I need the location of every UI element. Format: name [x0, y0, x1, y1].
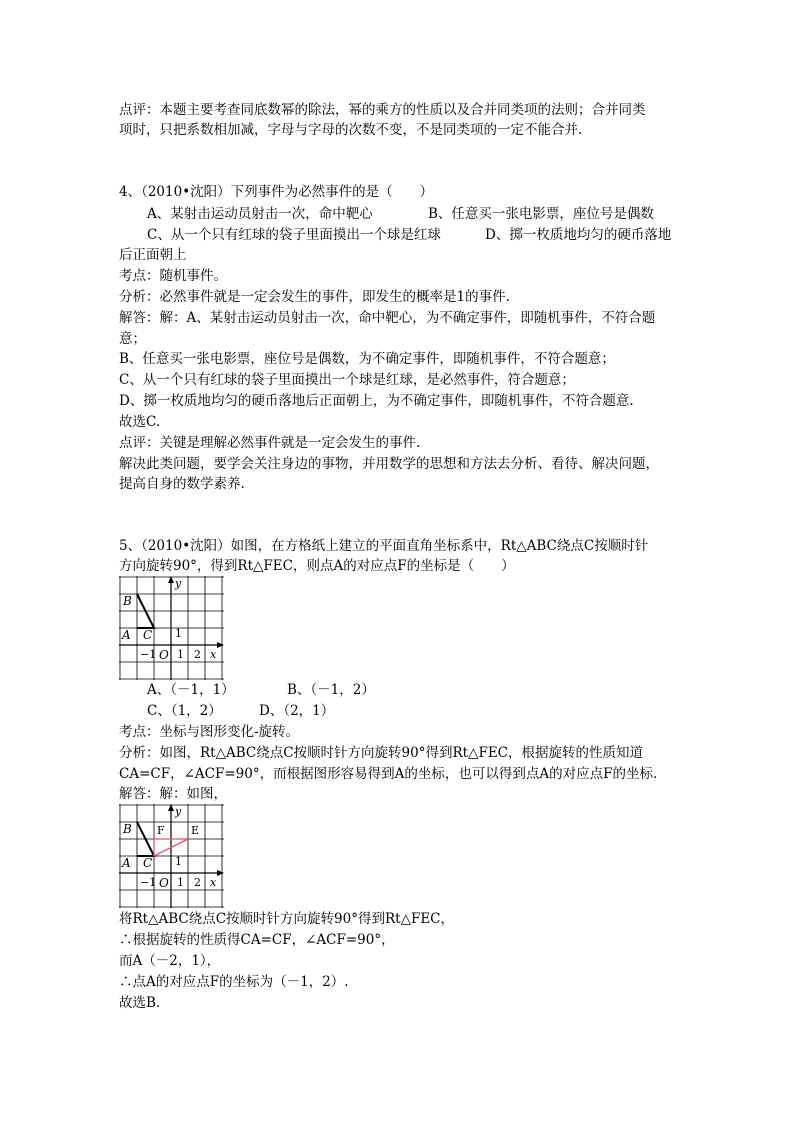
q5-option-b: B、（－1，2）	[287, 682, 375, 698]
x-axis-label: x	[210, 648, 217, 661]
q4-answer-line3: C、从一个只有红球的袋子里面摸出一个球是红球，是必然事件，符合题意；	[119, 372, 575, 388]
q4-analysis: 分析：必然事件就是一定会发生的事件，即发生的概率是1的事件.	[119, 289, 510, 305]
x-axis-arrow	[217, 642, 224, 648]
q4-answer-line1b: 意；	[119, 331, 146, 347]
point-e-label: E	[191, 824, 200, 837]
point-b-label: B	[123, 594, 132, 608]
x-axis-label-2: x	[210, 876, 217, 889]
q4-choice: 故选C.	[119, 414, 161, 430]
q5-step4: ∴点A的对应点F的坐标为（－1，2）.	[119, 974, 349, 990]
x-tick-2-2: 2	[194, 876, 201, 889]
x-axis-arrow-2	[217, 870, 224, 876]
q5-step1: 将Rt△ABC绕点C按顺时针方向旋转90°得到Rt△FEC，	[119, 911, 455, 927]
q5-grid-figure	[119, 576, 225, 682]
q4-extra-line1: 解决此类问题，要学会关注身边的事物，并用数学的思想和方法去分析、看待、解决问题，	[119, 456, 659, 472]
q4-point: 考点：随机事件。	[119, 268, 227, 284]
q4-option-a: A、某射击运动员射击一次，命中靶心	[147, 206, 373, 222]
q5-stem-line2: 方向旋转90°，得到Rt△FEC，则点A的对应点F的坐标是（ ）	[119, 558, 515, 574]
q4-answer-line1: 解答：解：A、某射击运动员射击一次，命中靶心，为不确定事件，即随机事件，不符合题	[119, 310, 656, 326]
x-tick-2: 2	[194, 648, 201, 661]
q4-option-b: B、任意买一张电影票，座位号是偶数	[428, 206, 654, 222]
point-c-label-2: C	[143, 856, 153, 870]
q4-answer-line2: B、任意买一张电影票，座位号是偶数，为不确定事件，即随机事件，不符合题意；	[119, 351, 615, 367]
q4-option-d-cont: 后正面朝上	[119, 247, 187, 263]
q4-option-c: C、从一个只有红球的袋子里面摸出一个球是红球	[147, 227, 441, 243]
q5-step2: ∴根据旋转的性质得CA=CF，∠ACF=90°，	[119, 932, 395, 948]
x-tick-1-2: 1	[177, 876, 184, 889]
q5-choice: 故选B.	[119, 995, 161, 1011]
q5-option-c: C、（1，2）	[147, 703, 222, 719]
q5-solution-figure	[119, 804, 225, 910]
q5-option-d: D、（2，1）	[259, 703, 335, 719]
point-f-label: F	[157, 824, 165, 837]
q4-extra-line2: 提高自身的数学素养.	[119, 476, 245, 492]
point-a-label: A	[122, 628, 131, 642]
x-tick-neg1: −1	[140, 648, 157, 661]
point-a-label-2: A	[122, 856, 131, 870]
q4-stem: 4、（2010•沈阳）下列事件为必然事件的是（ ）	[119, 184, 434, 200]
comment3-line2: 项时，只把系数相加减，字母与字母的次数不变，不是同类项的一定不能合并.	[119, 122, 583, 138]
y-tick-1-2: 1	[175, 855, 182, 868]
q5-analysis-line2: CA=CF，∠ACF=90°，而根据图形容易得到A的坐标，也可以得到点A的对应点F的坐标.	[119, 766, 658, 782]
x-tick-1: 1	[177, 648, 184, 661]
y-tick-1: 1	[175, 627, 182, 640]
origin-label: O	[159, 648, 169, 662]
q5-step3: 而A（－2，1），	[119, 953, 221, 969]
origin-label-2: O	[159, 876, 169, 890]
point-c-label: C	[143, 628, 153, 642]
q5-answer-intro: 解答：解：如图，	[119, 786, 227, 802]
comment3-line1: 点评：本题主要考查同底数幂的除法，幂的乘方的性质以及合并同类项的法则；合并同类	[119, 102, 646, 118]
point-b-label-2: B	[123, 822, 132, 836]
q4-option-d: D、掷一枚质地均匀的硬币落地	[485, 227, 672, 243]
y-axis-label-2: y	[175, 805, 182, 818]
q4-comment: 点评：关键是理解必然事件就是一定会发生的事件.	[119, 435, 421, 451]
q4-answer-line4: D、掷一枚质地均匀的硬币落地后正面朝上，为不确定事件，即随机事件，不符合题意.	[119, 393, 634, 409]
q5-analysis-line1: 分析：如图，Rt△ABC绕点C按顺时针方向旋转90°得到Rt△FEC，根据旋转的性质知道	[119, 745, 644, 761]
q5-point: 考点：坐标与图形变化-旋转。	[119, 724, 300, 740]
y-axis-label: y	[175, 577, 182, 590]
q5-stem-line1: 5、（2010•沈阳）如图，在方格纸上建立的平面直角坐标系中，Rt△ABC绕点C按顺时针	[119, 538, 649, 554]
x-tick-neg1-2: −1	[140, 876, 157, 889]
q5-option-a: A、（－1，1）	[147, 682, 235, 698]
